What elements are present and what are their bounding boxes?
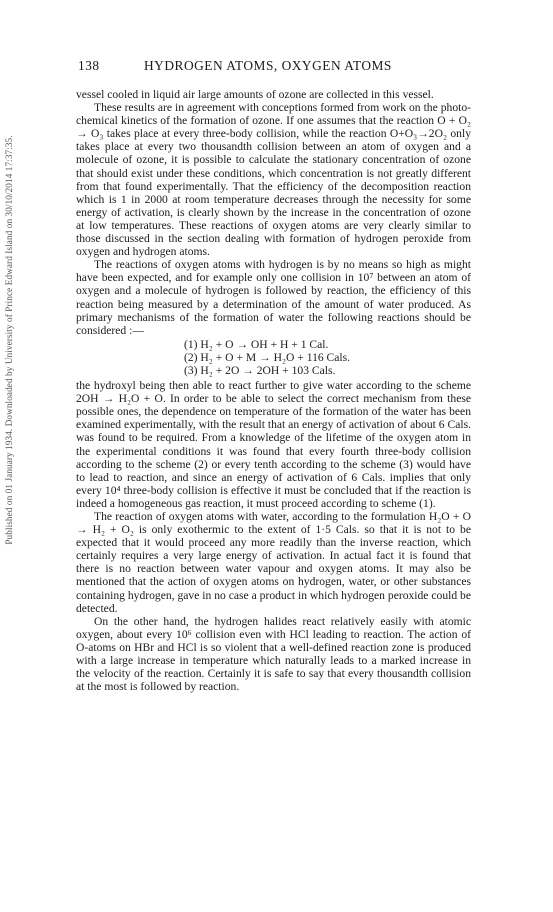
download-watermark xyxy=(2,90,16,590)
paragraph: The reaction of oxygen atoms with water, according to the formulation H₂O + O → H₂ + O₂ is only exothermic to the extent of 1·5 Cals. so that it is not to be expected that it would proceed any more readily than the inverse reaction, which certainly requires a very large energy of activation. In actual fact it is found that there is no reaction between water vapour and oxygen atoms. It may also be mentioned that the action of oxygen atoms on hydrogen, water, or other substances containing hydrogen, gave in no case a product in which hydrogen peroxide could be detected. xyxy=(76,510,471,615)
reaction-equations xyxy=(184,338,471,377)
paragraph: vessel cooled in liquid air large amounts of ozone are collected in this vessel. xyxy=(76,88,434,101)
equation-3: (3) H₂ + 2O → 2OH + 103 Cals. xyxy=(184,363,336,377)
watermark-text: Published on 01 January 1934. Downloaded by University of Prince Edward Island on 30/10/2014 17:37:35. xyxy=(4,135,14,545)
page-header xyxy=(76,58,466,78)
page-number: 138 xyxy=(78,58,100,73)
paragraph: The reactions of oxygen atoms with hydrogen is by no means so high as might have been expected, and for example only one collision in 10⁷ between an atom of oxygen and a molecule of hydrogen is followed by reaction, the efficiency of this reaction being measured by a determination of the amount of water produced. As primary mechanisms of the formation of water the following reactions should be considered :— xyxy=(76,258,471,337)
running-title: HYDROGEN ATOMS, OXYGEN ATOMS xyxy=(144,58,392,73)
paragraph: the hydroxyl being then able to react further to give water according to the scheme 2OH → H₂O + O. In order to be able to select the correct mechanism from these possible ones, the dependence on temperature of the formation of the water has been examined experimentally, with the result that an energy of activation of about 6 Cals. was found to be required. From a knowledge of the lifetime of the oxygen atom in the experimental conditions it was found that every fourth three-body collision according to the scheme (2) or every tenth according to the scheme (3) would have to lead to reaction, and since an energy of activation of 6 Cals. implies that only every 10⁴ three-body collision is effective it must be concluded that if the reaction is indeed a homogeneous gas reaction, it must proceed according to scheme (1). xyxy=(76,379,471,510)
equation-2: (2) H₂ + O + M → H₂O + 116 Cals. xyxy=(184,350,351,364)
article-body xyxy=(76,88,471,693)
paragraph: These results are in agreement with conceptions formed from work on the photo-chemical kinetics of the formation of ozone. If one assumes that the reaction O + O₂ → O₃ takes place at every three-body collision, while the reaction O+O₃→2O₂ only takes place at every two thousandth collision between an atom of oxygen and a molecule of ozone, it is possible to calculate the stationary concentration of ozone that should exist under these conditions, which concentration is not greatly different from that found experimentally. That the efficiency of the decomposition reaction which is 1 in 2000 at room temperature decreases through the necessity for some energy of activation, is clearly shown by the increase in the concentration of ozone at low temperatures. These reactions of oxygen atoms are very clearly similar to those discussed in the section dealing with formation of hydrogen peroxide from oxygen and hydrogen atoms. xyxy=(76,101,471,259)
paragraph: On the other hand, the hydrogen halides react relatively easily with atomic oxygen, about every 10⁶ collision even with HCl leading to reaction. The action of O-atoms on HBr and HCl is so violent that a well-defined reaction zone is produced with a large increase in temperature which naturally leads to a marked increase in the velocity of the reaction. Certainly it is safe to say that every thousandth collision at the most is followed by reaction. xyxy=(76,614,471,694)
equation-1: (1) H₂ + O → OH + H + 1 Cal. xyxy=(184,337,329,351)
